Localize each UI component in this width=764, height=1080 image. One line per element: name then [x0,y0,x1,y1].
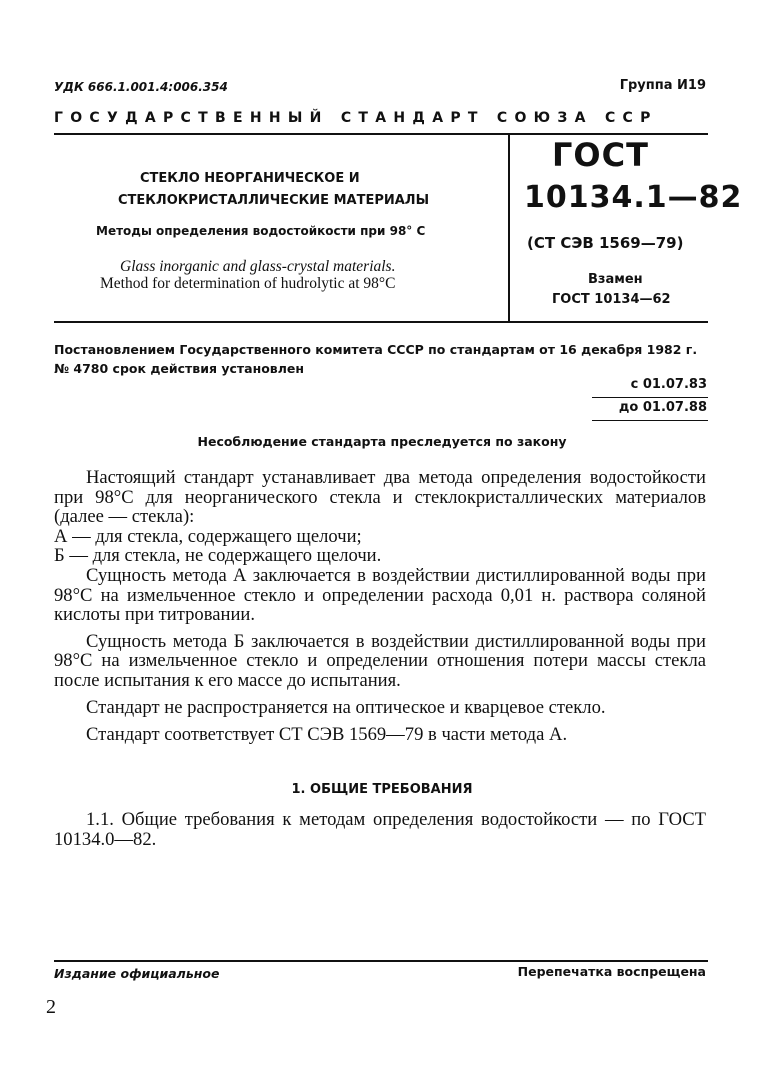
state-standard-banner: ГОСУДАРСТВЕННЫЙ СТАНДАРТ СОЮЗА ССР [54,110,658,126]
official-edition-label: Издание официальное [54,966,220,981]
document-body [54,468,706,745]
valid-from-date: с 01.07.83 [630,377,707,392]
decree-text: Постановлением Государственного комитета СССР по стандартам от 16 декабря 1982 г. № 4780 срок действия установлен [54,342,698,376]
date-rule [592,397,708,398]
document-title-en [100,258,395,292]
group-code: Группа И19 [619,78,706,93]
gost-label: ГОСТ [552,136,649,174]
body-paragraph-conformity: Стандарт соответствует СТ СЭВ 1569—79 в части метода А. [86,724,568,746]
body-paragraph-method-b: Сущность метода Б заключается в воздействии дистиллированной воды при 98°С на измельченное стекло и определении отношения потери массы стекла после испытания к его массе до испытания. [54,630,706,691]
replaces-label: Взамен [588,272,643,287]
body-paragraph-intro: Настоящий стандарт устанавливает два метода определения водостойкости при 98°С для неорганического стекла и стеклокристаллических материалов (далее — стекла): [54,467,706,528]
udk-code: УДК 666.1.001.4:006.354 [54,80,228,94]
title-en-line2: Method for determination of hudrolytic at 98°C [100,275,396,292]
law-notice: Несоблюдение стандарта преследуется по закону [197,434,567,449]
header-rule [54,133,708,135]
document-title-ru [118,168,429,212]
body-paragraph-method-a: Сущность метода А заключается в воздействии дистиллированной воды при 98°С на измельченное стекло и определении расхода 0,01 н. раствора соляной кислоты при титровании. [54,564,706,626]
gost-number: 10134.1—82 [524,180,743,215]
title-ru-line2: СТЕКЛОКРИСТАЛЛИЧЕСКИЕ МАТЕРИАЛЫ [118,193,430,208]
replaces-standard: ГОСТ 10134—62 [552,292,671,307]
date-rule-bottom [592,420,708,421]
page-number: 2 [46,996,56,1018]
title-en-line1: Glass inorganic and glass-crystal materials. [120,258,396,275]
title-ru-line1: СТЕКЛО НЕОРГАНИЧЕСКОЕ И [140,171,360,186]
valid-to-date: до 01.07.88 [618,400,707,415]
cmea-standard: (СТ СЭВ 1569—79) [527,234,684,252]
title-divider [508,135,510,322]
reprint-prohibited-label: Перепечатка воспрещена [517,964,706,979]
method-a-item: А — для стекла, содержащего щелочи; [54,525,362,547]
clause-1-1: 1.1. Общие требования к методам определения водостойкости — по ГОСТ 10134.0—82. [54,809,706,850]
body-paragraph-scope: Стандарт не распространяется на оптическое и кварцевое стекло. [86,696,606,718]
footer-rule [54,960,708,962]
section-heading: 1. ОБЩИЕ ТРЕБОВАНИЯ [291,782,473,797]
title-block-rule [54,321,708,323]
method-b-item: Б — для стекла, не содержащего щелочи. [54,545,382,567]
document-subtitle-ru: Методы определения водостойкости при 98° С [96,224,426,238]
